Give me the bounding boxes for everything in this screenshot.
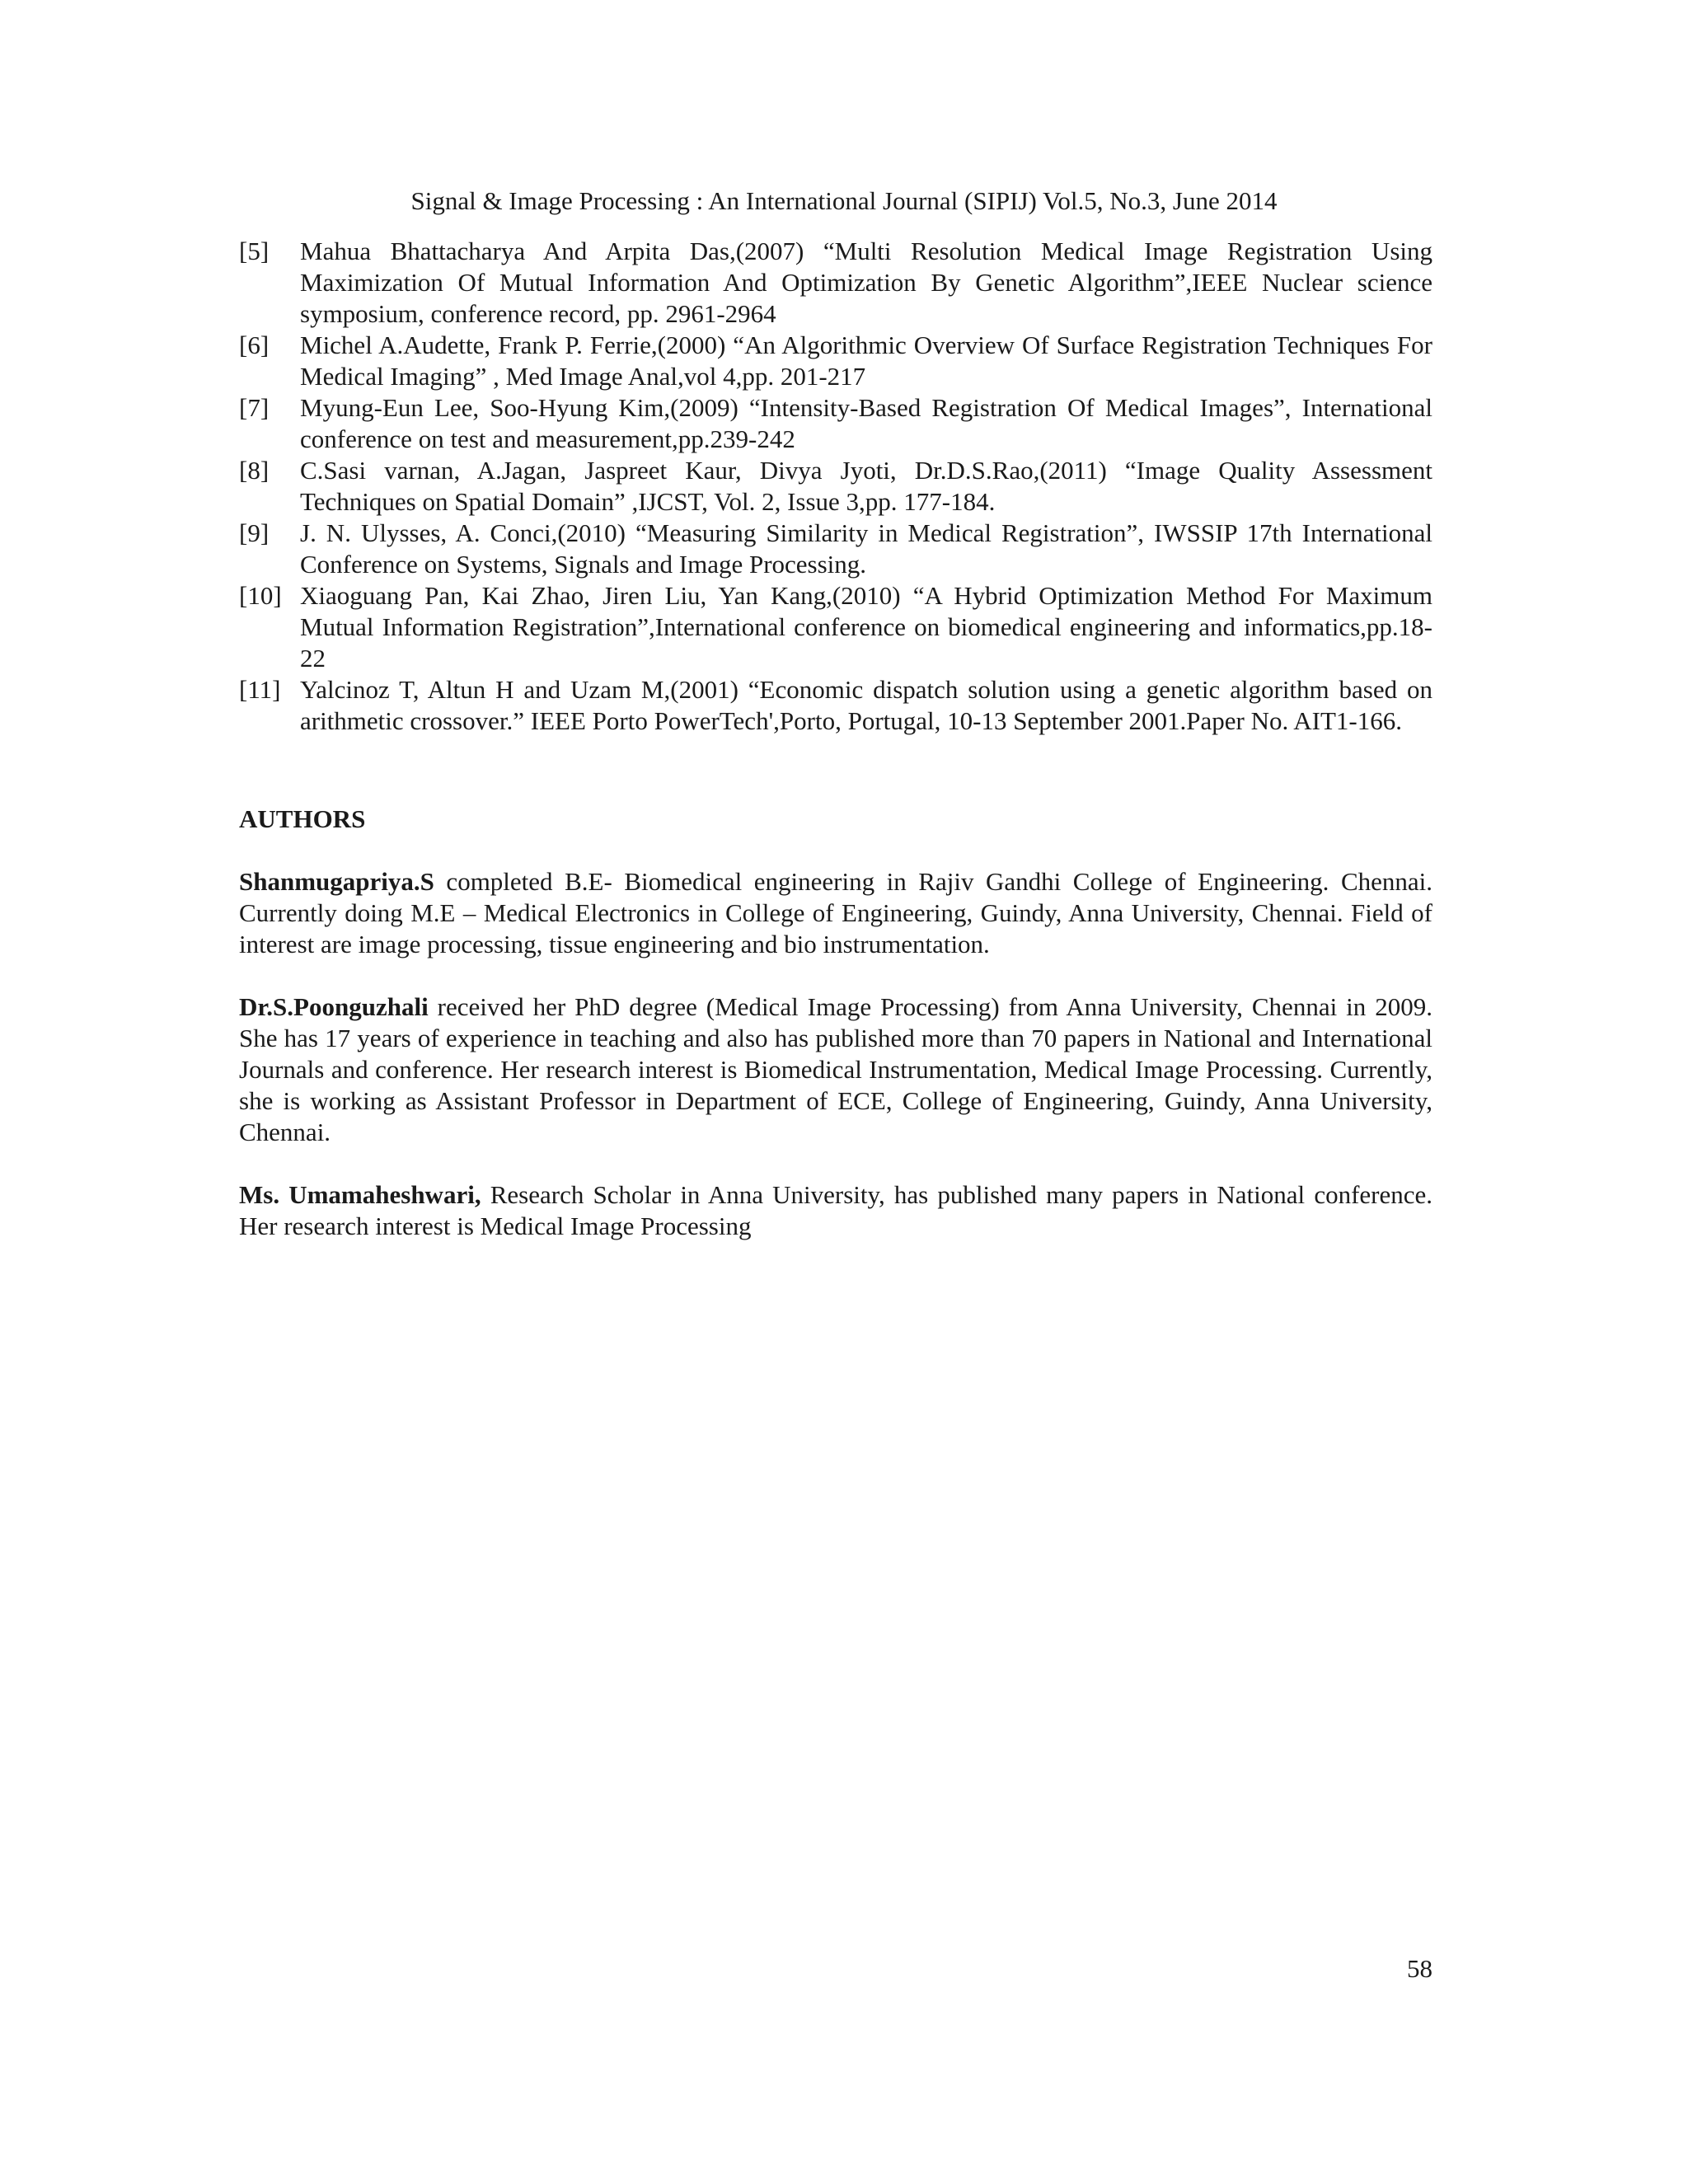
reference-text: Yalcinoz T, Altun H and Uzam M,(2001) “Economic dispatch solution using a genetic algorithm based on arithmetic crossover.” IEEE Porto PowerTech',Porto, Portugal, 10-13 September 2001.Paper No. AIT1-166.	[300, 675, 1432, 735]
author-bio	[239, 1179, 1432, 1242]
reference-item	[239, 392, 1432, 455]
author-name: Ms. Umamaheshwari,	[239, 1180, 481, 1209]
page-number: 58	[1407, 1954, 1432, 1983]
reference-item	[239, 330, 1432, 392]
authors-heading: AUTHORS	[239, 804, 366, 833]
author-bio	[239, 991, 1432, 1148]
reference-item	[239, 455, 1432, 518]
author-name: Shanmugapriya.S	[239, 867, 434, 896]
reference-number: [7]	[239, 393, 270, 422]
author-name: Dr.S.Poonguzhali	[239, 992, 429, 1021]
reference-number: [5]	[239, 237, 270, 265]
page-content	[239, 236, 1432, 1242]
reference-item	[239, 580, 1432, 674]
reference-number: [9]	[239, 518, 270, 547]
reference-number: [6]	[239, 330, 270, 359]
reference-text: Mahua Bhattacharya And Arpita Das,(2007) “Multi Resolution Medical Image Registration Using Maximization Of Mutual Information And Optimization By Genetic Algorithm”,IEEE Nuclear science symposium, conference record, pp. 2961-2964	[300, 237, 1432, 328]
author-bio-text: completed B.E- Biomedical engineering in Rajiv Gandhi College of Engineering. Chennai. Currently doing M.E – Medical Electronics in College of Engineering, Guindy, Anna University, Chennai. Field of interest are image processing, tissue engineering and bio instrumentation.	[239, 867, 1432, 958]
reference-text: Xiaoguang Pan, Kai Zhao, Jiren Liu, Yan Kang,(2010) “A Hybrid Optimization Method For Maximum Mutual Information Registration”,International conference on biomedical engineering and informatics,pp.18-22	[300, 581, 1432, 673]
author-bio-text: Research Scholar in Anna University, has published many papers in National conference. Her research interest is Medical Image Processing	[239, 1180, 1433, 1240]
reference-text: Michel A.Audette, Frank P. Ferrie,(2000) “An Algorithmic Overview Of Surface Registration Techniques For Medical Imaging” , Med Image Anal,vol 4,pp. 201-217	[300, 330, 1432, 391]
reference-item	[239, 518, 1432, 580]
reference-number: [11]	[239, 675, 281, 704]
author-bio	[239, 866, 1432, 960]
reference-text: C.Sasi varnan, A.Jagan, Jaspreet Kaur, Divya Jyoti, Dr.D.S.Rao,(2011) “Image Quality Assessment Techniques on Spatial Domain” ,IJCST, Vol. 2, Issue 3,pp. 177-184.	[300, 456, 1432, 516]
reference-text: Myung-Eun Lee, Soo-Hyung Kim,(2009) “Intensity-Based Registration Of Medical Images”, International conference on test and measurement,pp.239-242	[300, 393, 1432, 453]
author-bio-text: received her PhD degree (Medical Image Processing) from Anna University, Chennai in 2009. She has 17 years of experience in teaching and also has published more than 70 papers in National and International Journals and conference. Her research interest is Biomedical Instrumentation, Medical Image Processing. Currently, she is working as Assistant Professor in Department of ECE, College of Engineering, Guindy, Anna University, Chennai.	[239, 992, 1432, 1146]
reference-number: [10]	[239, 581, 282, 610]
reference-number: [8]	[239, 456, 270, 485]
running-header: Signal & Image Processing : An International Journal (SIPIJ) Vol.5, No.3, June 2014	[410, 186, 1278, 215]
reference-text: J. N. Ulysses, A. Conci,(2010) “Measuring Similarity in Medical Registration”, IWSSIP 17th International Conference on Systems, Signals and Image Processing.	[300, 518, 1432, 579]
reference-item	[239, 674, 1432, 737]
reference-list	[239, 236, 1432, 737]
reference-item	[239, 236, 1432, 330]
